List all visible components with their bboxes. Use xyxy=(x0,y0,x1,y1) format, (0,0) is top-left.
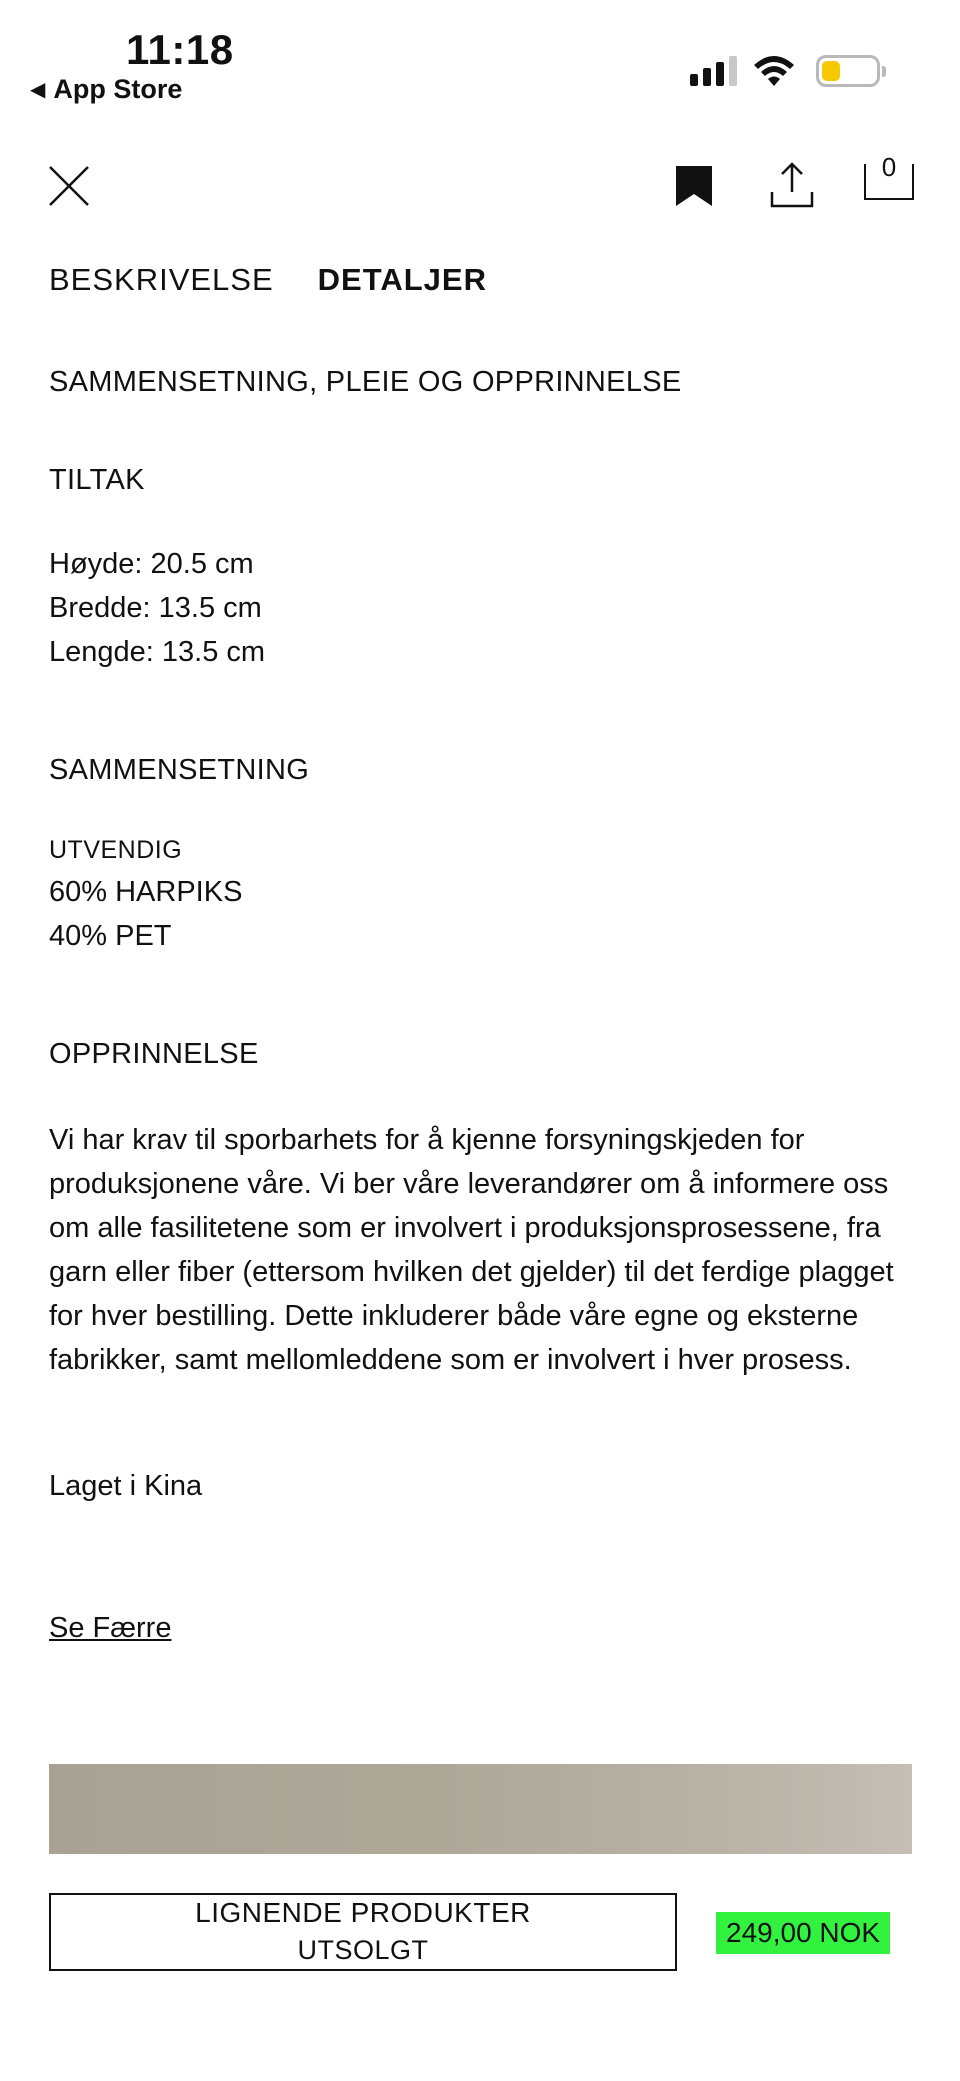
tab-beskrivelse[interactable]: BESKRIVELSE xyxy=(49,262,274,297)
status-bar xyxy=(0,0,960,120)
wifi-icon xyxy=(752,52,796,88)
back-to-app-store[interactable] xyxy=(30,74,182,105)
made-in: Laget i Kina xyxy=(49,1470,203,1502)
section-title: SAMMENSETNING, PLEIE OG OPPRINNELSE xyxy=(49,366,682,398)
origin-title: OPPRINNELSE xyxy=(49,1038,259,1070)
status-time: 11:18 xyxy=(126,26,234,73)
share-icon[interactable] xyxy=(770,162,814,208)
battery-icon xyxy=(816,55,880,87)
close-icon[interactable] xyxy=(48,165,90,207)
similar-products-label: LIGNENDE PRODUKTER xyxy=(195,1897,531,1928)
back-triangle-icon: ◀ xyxy=(30,79,46,101)
cart-count: 0 xyxy=(877,152,901,183)
measures-title: TILTAK xyxy=(49,464,145,496)
see-less-link[interactable]: Se Færre xyxy=(49,1612,172,1644)
measure-height: Høyde: 20.5 cm xyxy=(49,548,254,580)
composition-item: 60% HARPIKS xyxy=(49,876,243,908)
composition-subtitle: UTVENDIG xyxy=(49,836,183,864)
similar-products-button[interactable] xyxy=(49,1893,677,1971)
measure-length: Lengde: 13.5 cm xyxy=(49,636,266,668)
detail-tabs xyxy=(49,262,487,298)
composition-title: SAMMENSETNING xyxy=(49,754,310,786)
product-color-swatch xyxy=(49,1764,912,1854)
tab-detaljer[interactable]: DETALJER xyxy=(317,262,487,297)
top-action-bar xyxy=(0,150,960,230)
measure-width: Bredde: 13.5 cm xyxy=(49,592,262,624)
sold-out-label: UTSOLGT xyxy=(297,1935,429,1965)
composition-item: 40% PET xyxy=(49,920,172,952)
price-label: 249,00 NOK xyxy=(716,1912,890,1954)
signal-icon xyxy=(690,56,737,86)
cart-icon[interactable] xyxy=(864,152,914,200)
back-app-label: App Store xyxy=(53,74,183,104)
bookmark-icon[interactable] xyxy=(676,166,712,206)
origin-text: Vi har krav til sporbarhets for å kjenne forsyningskjeden for produksjonene våre. Vi ber våre leverandører om å informere oss om alle fasilitetene som er involvert i produksjonsprosessene, fra garn eller fiber (ettersom hvilken det gjelder) til det ferdige plagget for hver bestilling. Dette inkluderer både våre egne og eksterne fabrikker, samt mellomleddene som er involvert i hver prosess. xyxy=(49,1124,894,1376)
